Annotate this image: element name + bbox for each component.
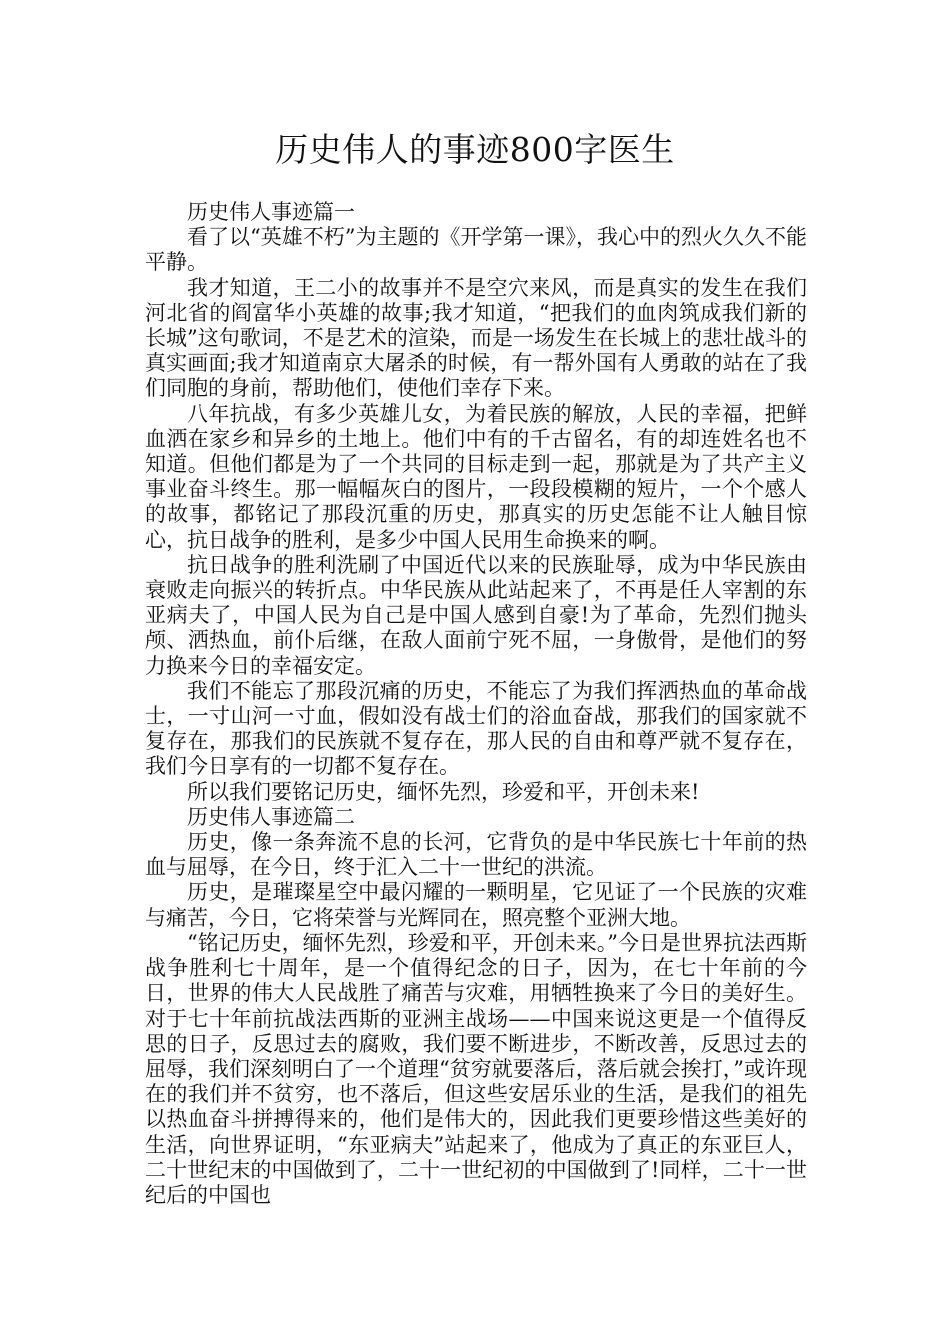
paragraph: 抗日战争的胜利洗刷了中国近代以来的民族耻辱，成为中华民族由衰败走向振兴的转折点。中华民族从此站起来了，不再是任人宰割的东亚病夫了，中国人民为自己是中国人感到自豪!为了革命，先烈们抛头颅、洒热血，前仆后继，在敌人面前宁死不屈，一身傲骨，是他们的努力换来今日的幸福安定。 — [145, 552, 807, 678]
paragraph: 看了以“英雄不朽”为主题的《开学第一课》，我心中的烈火久久不能平静。 — [145, 225, 807, 275]
paragraph: 我们不能忘了那段沉痛的历史，不能忘了为我们挥洒热血的革命战士，一寸山河一寸血，假如没有战士们的浴血奋战，那我们的国家就不复存在，那我们的民族就不复存在，那人民的自由和尊严就不复存在，我们今日享有的一切都不复存在。 — [145, 678, 807, 779]
document-title: 历史伟人的事迹800字医生 — [275, 130, 675, 169]
paragraph: 八年抗战，有多少英雄儿女，为着民族的解放，人民的幸福，把鲜血洒在家乡和异乡的土地上。他们中有的千古留名，有的却连姓名也不知道。但他们都是为了一个共同的目标走到一起，那就是为了共产主义事业奋斗终生。那一幅幅灰白的图片，一段段模糊的短片，一个个感人的故事，都铭记了那段沉重的历史，那真实的历史怎能不让人触目惊心，抗日战争的胜利，是多少中国人民用生命换来的啊。 — [145, 401, 807, 552]
section-heading: 历史伟人事迹篇二 — [187, 804, 355, 829]
paragraph: 历史，是璀璨星空中最闪耀的一颗明星，它见证了一个民族的灾难与痛苦，今日，它将荣誉与光辉同在，照亮整个亚洲大地。 — [145, 880, 807, 930]
document-body — [145, 200, 807, 1208]
paragraph: 所以我们要铭记历史，缅怀先烈，珍爱和平，开创未来! — [187, 779, 700, 804]
section-heading: 历史伟人事迹篇一 — [187, 200, 355, 224]
paragraph: “铭记历史，缅怀先烈，珍爱和平，开创未来。”今日是世界抗法西斯战争胜利七十周年，是一个值得纪念的日子，因为，在七十年前的今日，世界的伟大人民战胜了痛苦与灾难，用牺牲换来了今日的美好生。对于七十年前抗战法西斯的亚洲主战场——中国来说这更是一个值得反思的日子，反思过去的腐败，我们要不断进步，不断改善，反思过去的屈辱，我们深刻明白了一个道理“贫穷就要落后，落后就会挨打，”或许现在的我们并不贫穷，也不落后，但这些安居乐业的生活，是我们的祖先以热血奋斗拼搏得来的，他们是伟大的，因此我们更要珍惜这些美好的生活，向世界证明，“东亚病夫”站起来了，他成为了真正的东亚巨人，二十世纪末的中国做到了，二十一世纪初的中国做到了!同样，二十一世纪后的中国也 — [145, 930, 807, 1207]
paragraph: 历史，像一条奔流不息的长河，它背负的是中华民族七十年前的热血与屈辱，在今日，终于汇入二十一世纪的洪流。 — [145, 830, 807, 880]
paragraph: 我才知道，王二小的故事并不是空穴来风，而是真实的发生在我们河北省的阎富华小英雄的故事;我才知道，“把我们的血肉筑成我们新的长城”这句歌词，不是艺术的渲染，而是一场发生在长城上的悲壮战斗的真实画面;我才知道南京大屠杀的时候，有一帮外国有人勇敢的站在了我们同胞的身前，帮助他们，使他们幸存下来。 — [145, 275, 807, 401]
